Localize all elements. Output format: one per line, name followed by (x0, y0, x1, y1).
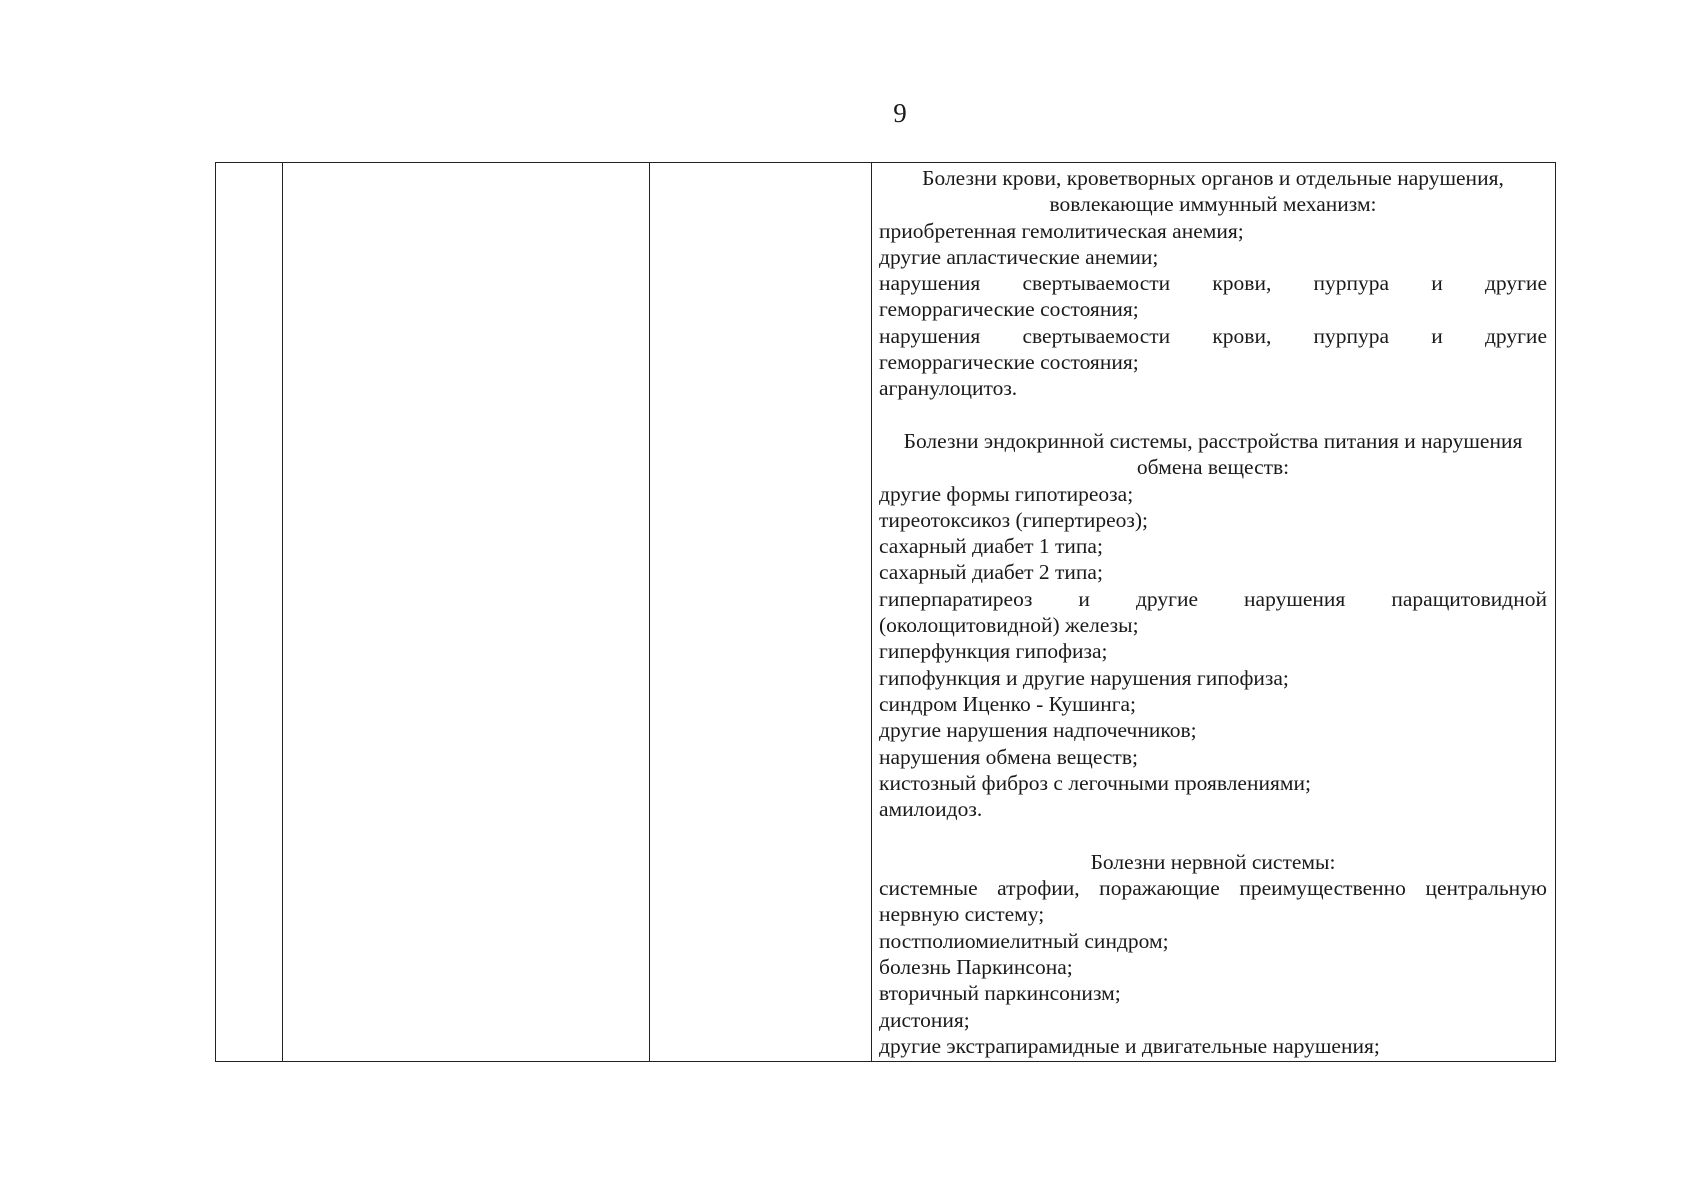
section-spacer (879, 822, 1547, 848)
list-item: гиперпаратиреоз и другие нарушения паращитовидной (879, 586, 1547, 611)
list-item: амилоидоз. (879, 797, 983, 822)
document-table (215, 162, 1556, 1062)
section-spacer (879, 402, 1547, 428)
list-item: кистозный фиброз с легочными проявлениями; (879, 770, 1311, 795)
list-item: агранулоцитоз. (879, 376, 1018, 401)
list-item: другие нарушения надпочечников; (879, 718, 1197, 743)
list-item: приобретенная гемолитическая анемия; (879, 218, 1244, 243)
diseases-cell (879, 165, 1547, 1061)
section-title-continued: обмена веществ: (1136, 455, 1290, 480)
list-item: гипофункция и другие нарушения гипофиза; (879, 665, 1289, 690)
list-item: постполиомиелитный синдром; (879, 928, 1169, 953)
list-item: синдром Иценко - Кушинга; (879, 691, 1137, 716)
section-nervous (879, 849, 1547, 1059)
list-item: вторичный паркинсонизм; (879, 981, 1121, 1006)
list-item: тиреотоксикоз (гипертиреоз); (879, 507, 1149, 532)
list-item: нарушения свертываемости крови, пурпура и другие (879, 323, 1547, 348)
section-title: Болезни нервной системы: (1090, 849, 1336, 874)
list-item: дистония; (879, 1007, 970, 1032)
list-item: системные атрофии, поражающие преимущественно центральную (879, 876, 1547, 901)
list-item: другие формы гипотиреоза; (879, 481, 1134, 506)
list-item: другие апластические анемии; (879, 244, 1159, 269)
list-item: сахарный диабет 1 типа; (879, 534, 1103, 559)
list-item: нарушения обмена веществ; (879, 744, 1138, 769)
list-item: гиперфункция гипофиза; (879, 639, 1108, 664)
column-divider-2 (649, 163, 650, 1061)
page-number: 9 (893, 98, 907, 128)
list-item-continued: нервную систему; (879, 902, 1045, 927)
list-item-continued: геморрагические состояния; (879, 297, 1139, 322)
section-endocrine (879, 428, 1547, 822)
section-title-continued: вовлекающие иммунный механизм: (1049, 192, 1377, 217)
list-item: сахарный диабет 2 типа; (879, 560, 1103, 585)
section-title: Болезни крови, кроветворных органов и отдельные нарушения, (922, 166, 1504, 190)
section-blood (879, 165, 1547, 402)
section-title: Болезни эндокринной системы, расстройства питания и нарушения (903, 428, 1523, 453)
list-item-continued: геморрагические состояния; (879, 350, 1139, 375)
list-item: нарушения свертываемости крови, пурпура и другие (879, 271, 1547, 296)
column-divider-3 (871, 163, 872, 1061)
list-item: другие экстрапирамидные и двигательные нарушения; (879, 1033, 1380, 1058)
column-divider-1 (282, 163, 283, 1061)
list-item: болезнь Паркинсона; (879, 954, 1073, 979)
list-item-continued: (околощитовидной) железы; (879, 613, 1139, 638)
